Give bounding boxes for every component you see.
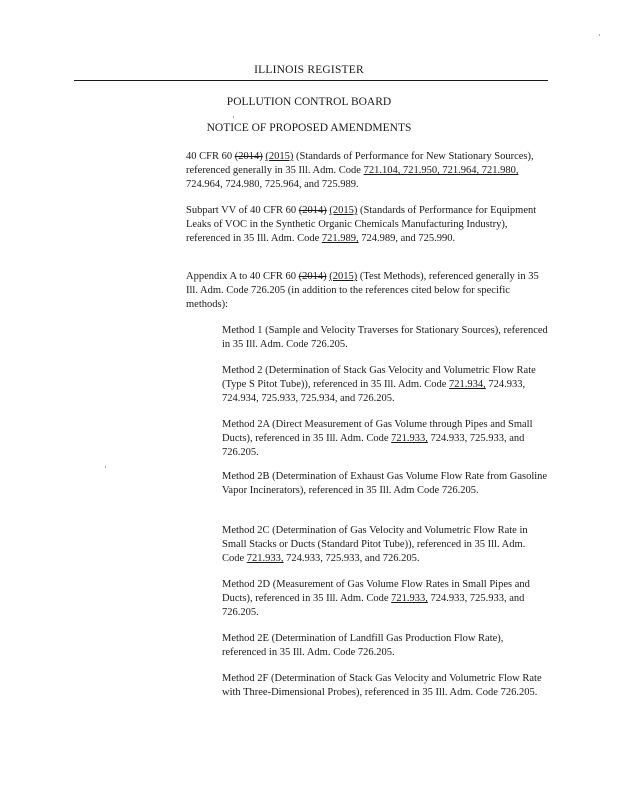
text-run: Method 2B (Determination of Exhaust Gas Volume Flow Rate from Gasoline Vapor Incinerators), referenced in 35 Ill. Adm Code 726.205. (222, 471, 548, 497)
text-run: Method 2D (Measurement of Gas Volume Flow Rates in Small Pipes and Ducts), referenced in 35 Ill. Adm. Code (222, 579, 530, 605)
deleted-year: (2014) (298, 205, 327, 216)
inserted-year: (2015) (265, 151, 294, 162)
scan-speck: · (104, 462, 107, 472)
deleted-year: (2014) (234, 151, 263, 162)
text-run: Method 1 (Sample and Velocity Traverses for Stationary Sources), referenced in 35 Ill. Adm. Code 726.205. (222, 325, 548, 351)
notice-title: NOTICE OF PROPOSED AMENDMENTS (206, 122, 412, 134)
paragraph-appendix-a (186, 270, 548, 313)
inserted-citations: 721.933, (391, 593, 428, 605)
paragraph-cfr-60 (186, 150, 548, 193)
method-2e (222, 632, 548, 660)
method-2 (222, 364, 548, 407)
inserted-citations: 721.933, (246, 553, 284, 565)
method-2b (222, 470, 548, 498)
text-run: 724.933, 725.933, and 726.205. (222, 433, 525, 459)
paragraph-subpart-vv (186, 204, 548, 247)
board-title: POLLUTION CONTROL BOARD (226, 96, 392, 108)
text-run: 724.933, 725.933, and 726.205. (283, 553, 420, 565)
text-run: Method 2F (Determination of Stack Gas Velocity and Volumetric Flow Rate with Three-Dimensional Probes), referenced in 35 Ill. Adm. Code 726.205. (222, 673, 542, 699)
inserted-citations: 721.934, (449, 379, 486, 391)
scan-speck: · (232, 112, 235, 122)
method-2d (222, 578, 548, 621)
header-rule (74, 80, 548, 81)
text-run: Subpart VV of 40 CFR 60 (186, 205, 299, 216)
method-2a (222, 418, 548, 461)
text-run: (Test Methods), referenced generally in 35 Ill. Adm. Code 726.205 (in addition to the references cited below for specific methods): (186, 271, 539, 311)
text-run: Appendix A to 40 CFR 60 (186, 271, 299, 282)
text-run: 724.964, 724.980, 725.964, and 725.989. (186, 179, 359, 191)
text-run: 724.933, 725.933, and 726.205. (222, 593, 525, 619)
scan-speck: · (598, 30, 601, 40)
inserted-citations: 721.104, 721.950, 721.964, 721.980, (363, 165, 519, 177)
text-run: (Standards of Performance for Equipment Leaks of VOC in the Synthetic Organic Chemicals Manufacturing Industry), referenced in 35 Ill. Adm. Code (186, 205, 537, 245)
text-run: 724.933, 724.934, 725.933, 725.934, and 726.205. (222, 379, 526, 405)
text-run: Method 2C (Determination of Gas Velocity and Volumetric Flow Rate in Small Stacks or Ducts (Standard Pitot Tube)), referenced in 35 Ill. Adm. Code (222, 525, 528, 565)
method-1 (222, 324, 548, 352)
text-run: Method 2A (Direct Measurement of Gas Volume through Pipes and Small Ducts), referenced in 35 Ill. Adm. Code (222, 419, 533, 445)
text-run: Method 2E (Determination of Landfill Gas Production Flow Rate), referenced in 35 Ill. Adm. Code 726.205. (222, 633, 504, 659)
inserted-year: (2015) (329, 271, 358, 282)
inserted-citations: 721.989, (321, 233, 359, 245)
register-header: ILLINOIS REGISTER (254, 64, 364, 76)
text-run: (Standards of Performance for New Stationary Sources), referenced generally in 35 Ill. Adm. Code (186, 151, 534, 177)
deleted-year: (2014) (298, 271, 327, 282)
text-run: 724.989, and 725.990. (358, 233, 456, 245)
text-run: 40 CFR 60 (186, 151, 235, 162)
inserted-year: (2015) (329, 205, 358, 216)
method-2c (222, 524, 548, 567)
method-2f (222, 672, 548, 700)
inserted-citations: 721.933, (391, 433, 428, 445)
text-run: Method 2 (Determination of Stack Gas Velocity and Volumetric Flow Rate (Type S Pitot Tube)), referenced in 35 Ill. Adm. Code (222, 365, 536, 391)
